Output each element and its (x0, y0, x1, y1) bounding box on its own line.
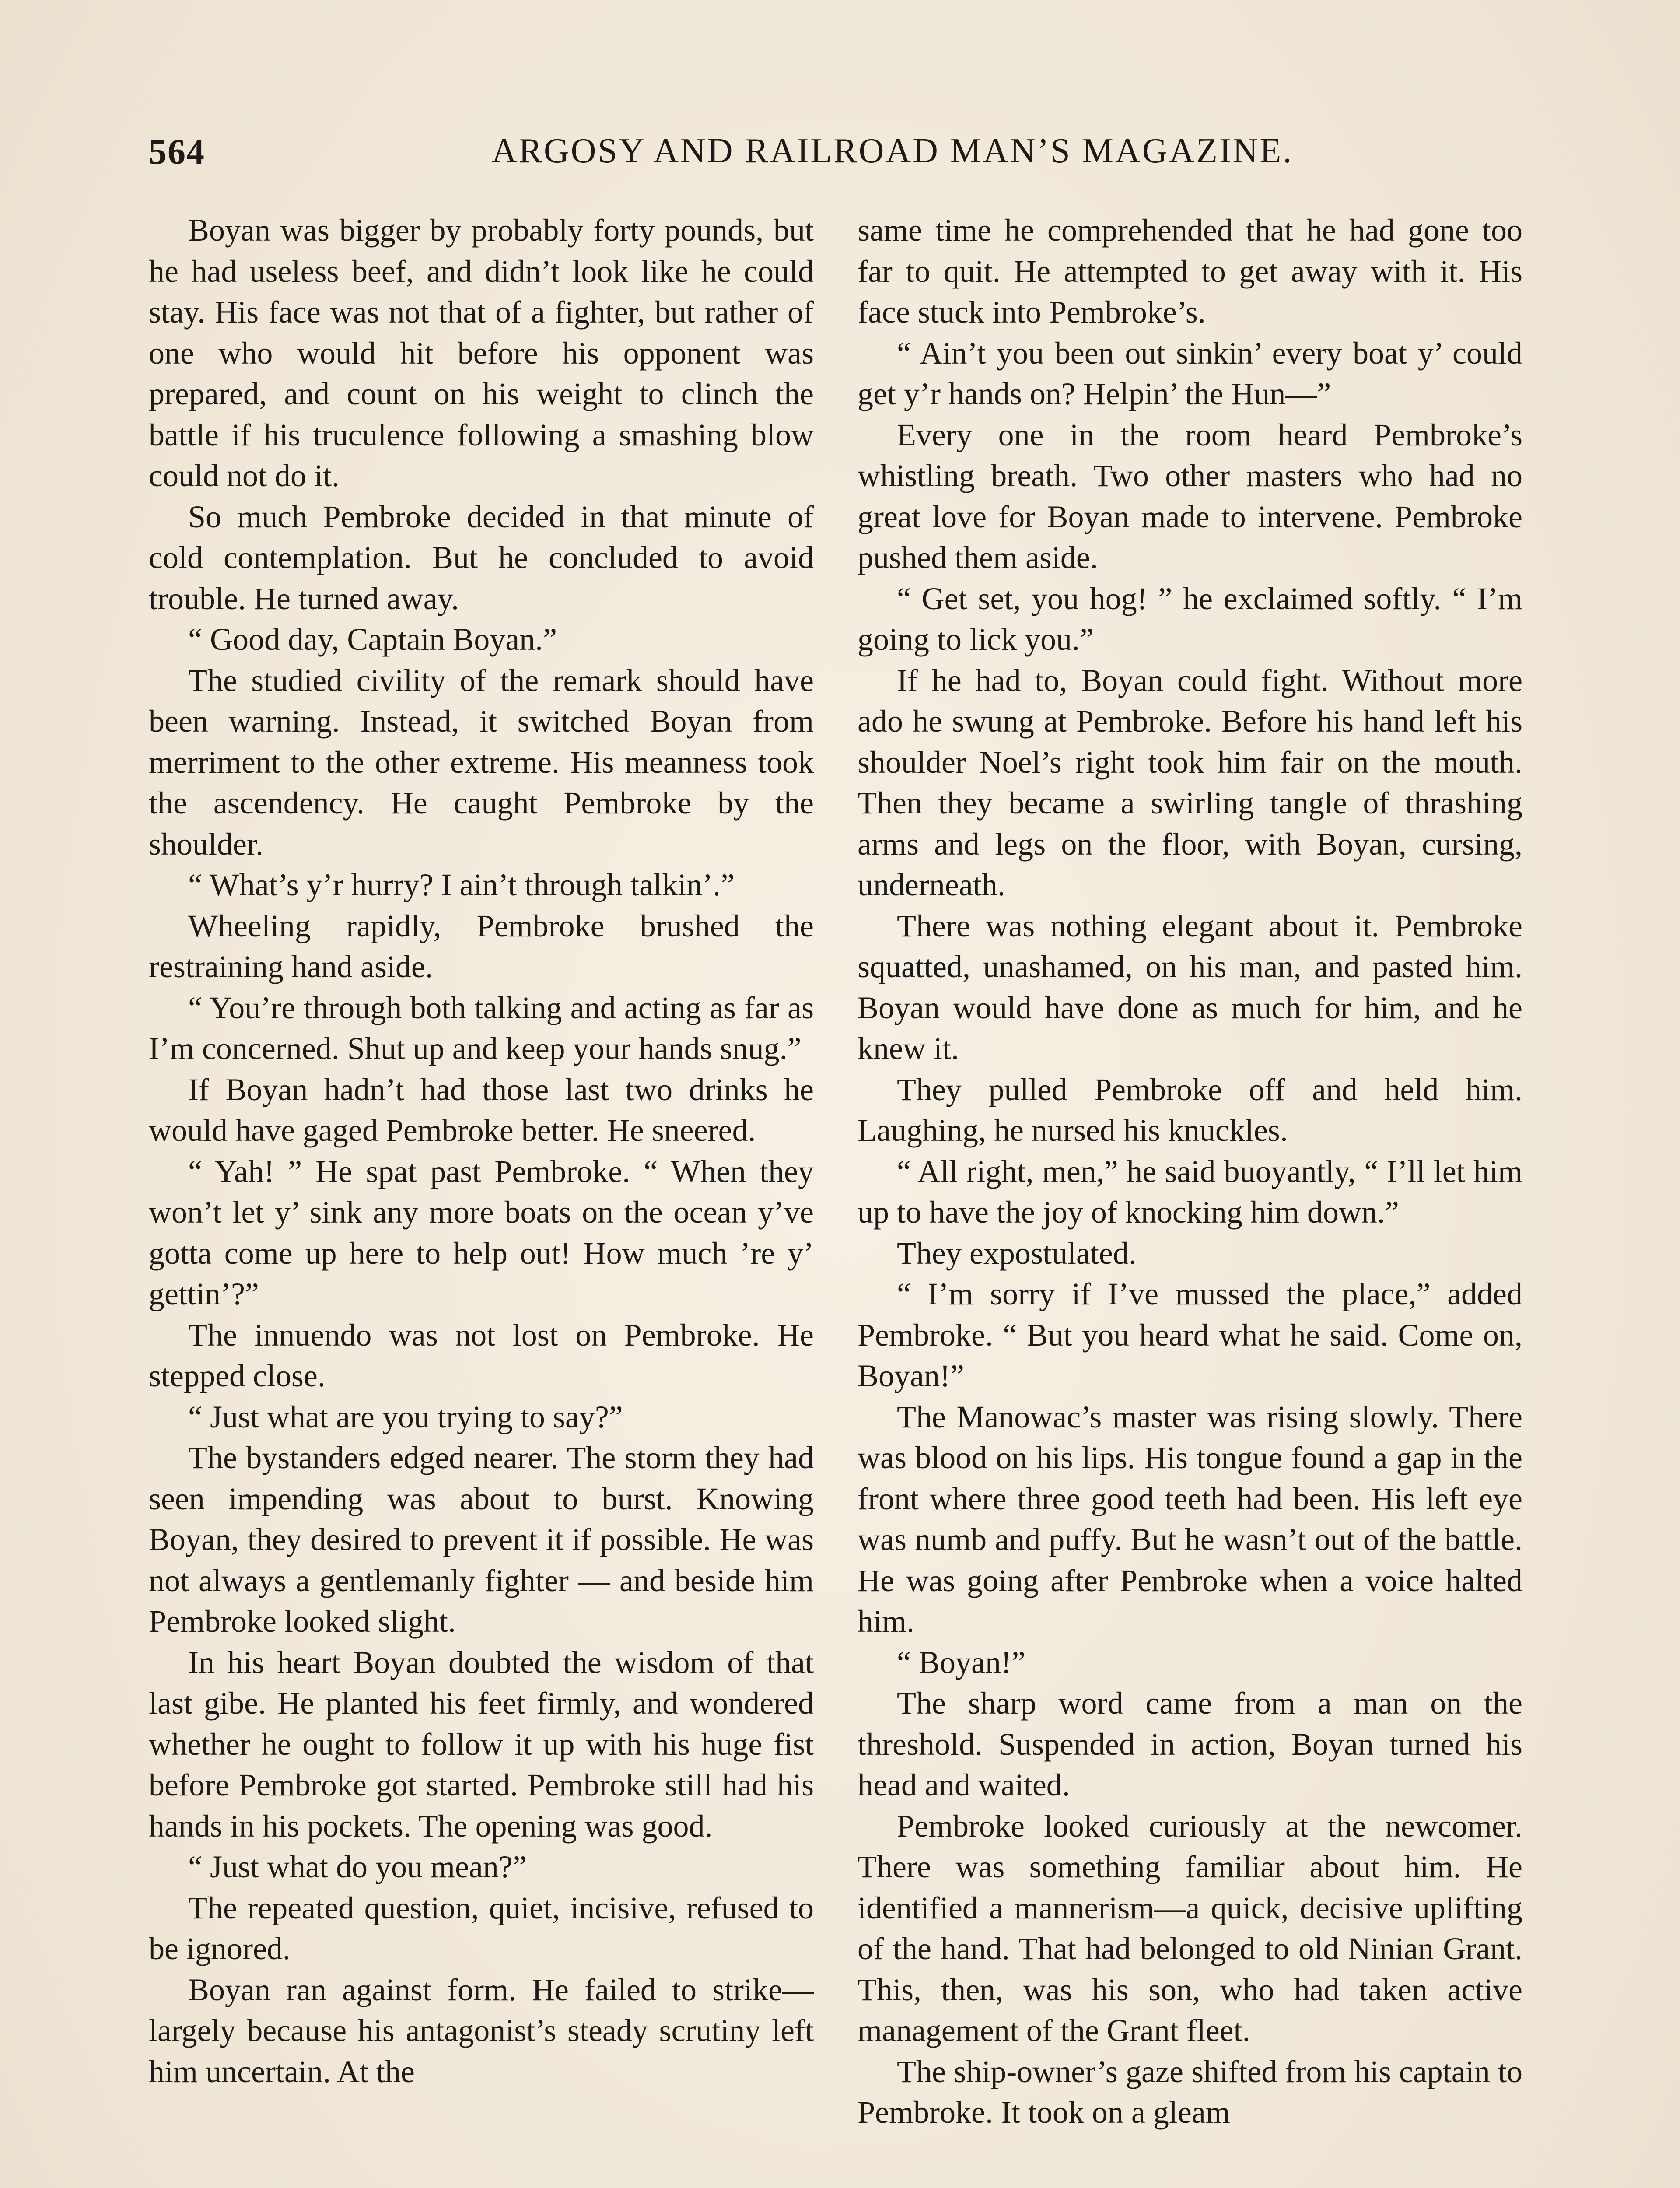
paragraph: If Boyan hadn’t had those last two drinks he would have gaged Pembroke better. He sneered. (149, 1072, 814, 1148)
paragraph: “ You’re through both talking and acting as far as I’m concerned. Shut up and keep your hands snug.” (149, 990, 814, 1066)
running-head: ARGOSY AND RAILROAD MAN’S MAGAZINE. (491, 132, 1294, 170)
paragraph: “ What’s y’r hurry? I ain’t through talkin’.” (188, 867, 735, 902)
paragraph: If he had to, Boyan could fight. Without more ado he swung at Pembroke. Before his hand left his shoulder Noel’s right took him fair on the mouth. Then they became a swirling tangle of thrashing arms and legs on the floor, with Boyan, cursing, underneath. (858, 663, 1522, 902)
paragraph: The studied civility of the remark should have been warning. Instead, it switched Boyan from merriment to the other extreme. His meanness took the ascendency. He caught Pembroke by the shoulder. (149, 663, 814, 862)
paragraph: Wheeling rapidly, Pembroke brushed the restraining hand aside. (149, 908, 814, 984)
paragraph: The innuendo was not lost on Pembroke. He stepped close. (149, 1317, 814, 1393)
paragraph: Every one in the room heard Pembroke’s whistling breath. Two other masters who had no great love for Boyan made to intervene. Pembroke pushed them aside. (858, 417, 1522, 575)
paragraph: “ Just what are you trying to say?” (188, 1399, 623, 1434)
paragraph: The repeated question, quiet, incisive, refused to be ignored. (149, 1890, 814, 1966)
paragraph: “ I’m sorry if I’ve mussed the place,” added Pembroke. “ But you heard what he said. Come on, Boyan!” (858, 1276, 1522, 1393)
paragraph: “ All right, men,” he said buoyantly, “ I’ll let him up to have the joy of knocking him down.” (858, 1154, 1522, 1230)
paragraph: The Manowac’s master was rising slowly. There was blood on his lips. His tongue found a gap in the front where three good teeth had been. His left eye was numb and puffy. But he wasn’t out of the battle. He was going after Pembroke when a voice halted him. (858, 1399, 1522, 1639)
paragraph: “ Good day, Captain Boyan.” (188, 622, 557, 657)
page-header (149, 131, 1536, 179)
page-number: 564 (149, 132, 205, 172)
paragraph: same time he comprehended that he had gone too far to quit. He attempted to get away with it. His face stuck into Pembroke’s. (858, 213, 1522, 330)
left-column (149, 210, 814, 2092)
paragraph: “ Just what do you mean?” (188, 1849, 527, 1884)
paragraph: “ Ain’t you been out sinkin’ every boat y’ could get y’r hands on? Helpin’ the Hun—” (858, 335, 1522, 411)
paragraph: In his heart Boyan doubted the wisdom of that last gibe. He planted his feet firmly, and wondered whether he ought to follow it up with his huge fist before Pembroke got started. Pembroke still had his hands in his pockets. The opening was good. (149, 1645, 814, 1844)
paragraph: Boyan ran against form. He failed to strike—largely because his antagonist’s steady scrutiny left him uncertain. At the (149, 1972, 814, 2089)
paragraph: So much Pembroke decided in that minute of cold contemplation. But he concluded to avoid trouble. He turned away. (149, 499, 814, 616)
paragraph: They expostulated. (897, 1235, 1137, 1271)
paragraph: The sharp word came from a man on the threshold. Suspended in action, Boyan turned his head and waited. (858, 1686, 1522, 1802)
paragraph: The ship-owner’s gaze shifted from his captain to Pembroke. It took on a gleam (858, 2054, 1522, 2130)
paragraph: “ Get set, you hog! ” he exclaimed softly. “ I’m going to lick you.” (858, 581, 1522, 657)
paragraph: Pembroke looked curiously at the newcomer. There was something familiar about him. He identified a mannerism—a quick, decisive uplifting of the hand. That had belonged to old Ninian Grant. This, then, was his son, who had taken active management of the Grant fleet. (858, 1808, 1522, 2048)
paragraph: There was nothing elegant about it. Pembroke squatted, unashamed, on his man, and pasted him. Boyan would have done as much for him, and he knew it. (858, 908, 1522, 1066)
paragraph: “ Boyan!” (897, 1645, 1026, 1680)
right-column (858, 210, 1522, 2133)
paragraph: “ Yah! ” He spat past Pembroke. “ When they won’t let y’ sink any more boats on the ocean y’ve gotta come up here to help out! How much ’re y’ gettin’?” (149, 1154, 814, 1311)
paragraph: They pulled Pembroke off and held him. Laughing, he nursed his knuckles. (858, 1072, 1522, 1148)
paragraph: The bystanders edged nearer. The storm they had seen impending was about to burst. Knowing Boyan, they desired to prevent it if possible. He was not always a gentlemanly fighter — and beside him Pembroke looked slight. (149, 1440, 814, 1639)
paragraph: Boyan was bigger by probably forty pounds, but he had useless beef, and didn’t look like he could stay. His face was not that of a fighter, but rather of one who would hit before his opponent was prepared, and count on his weight to clinch the battle if his truculence following a smashing blow could not do it. (149, 213, 814, 493)
